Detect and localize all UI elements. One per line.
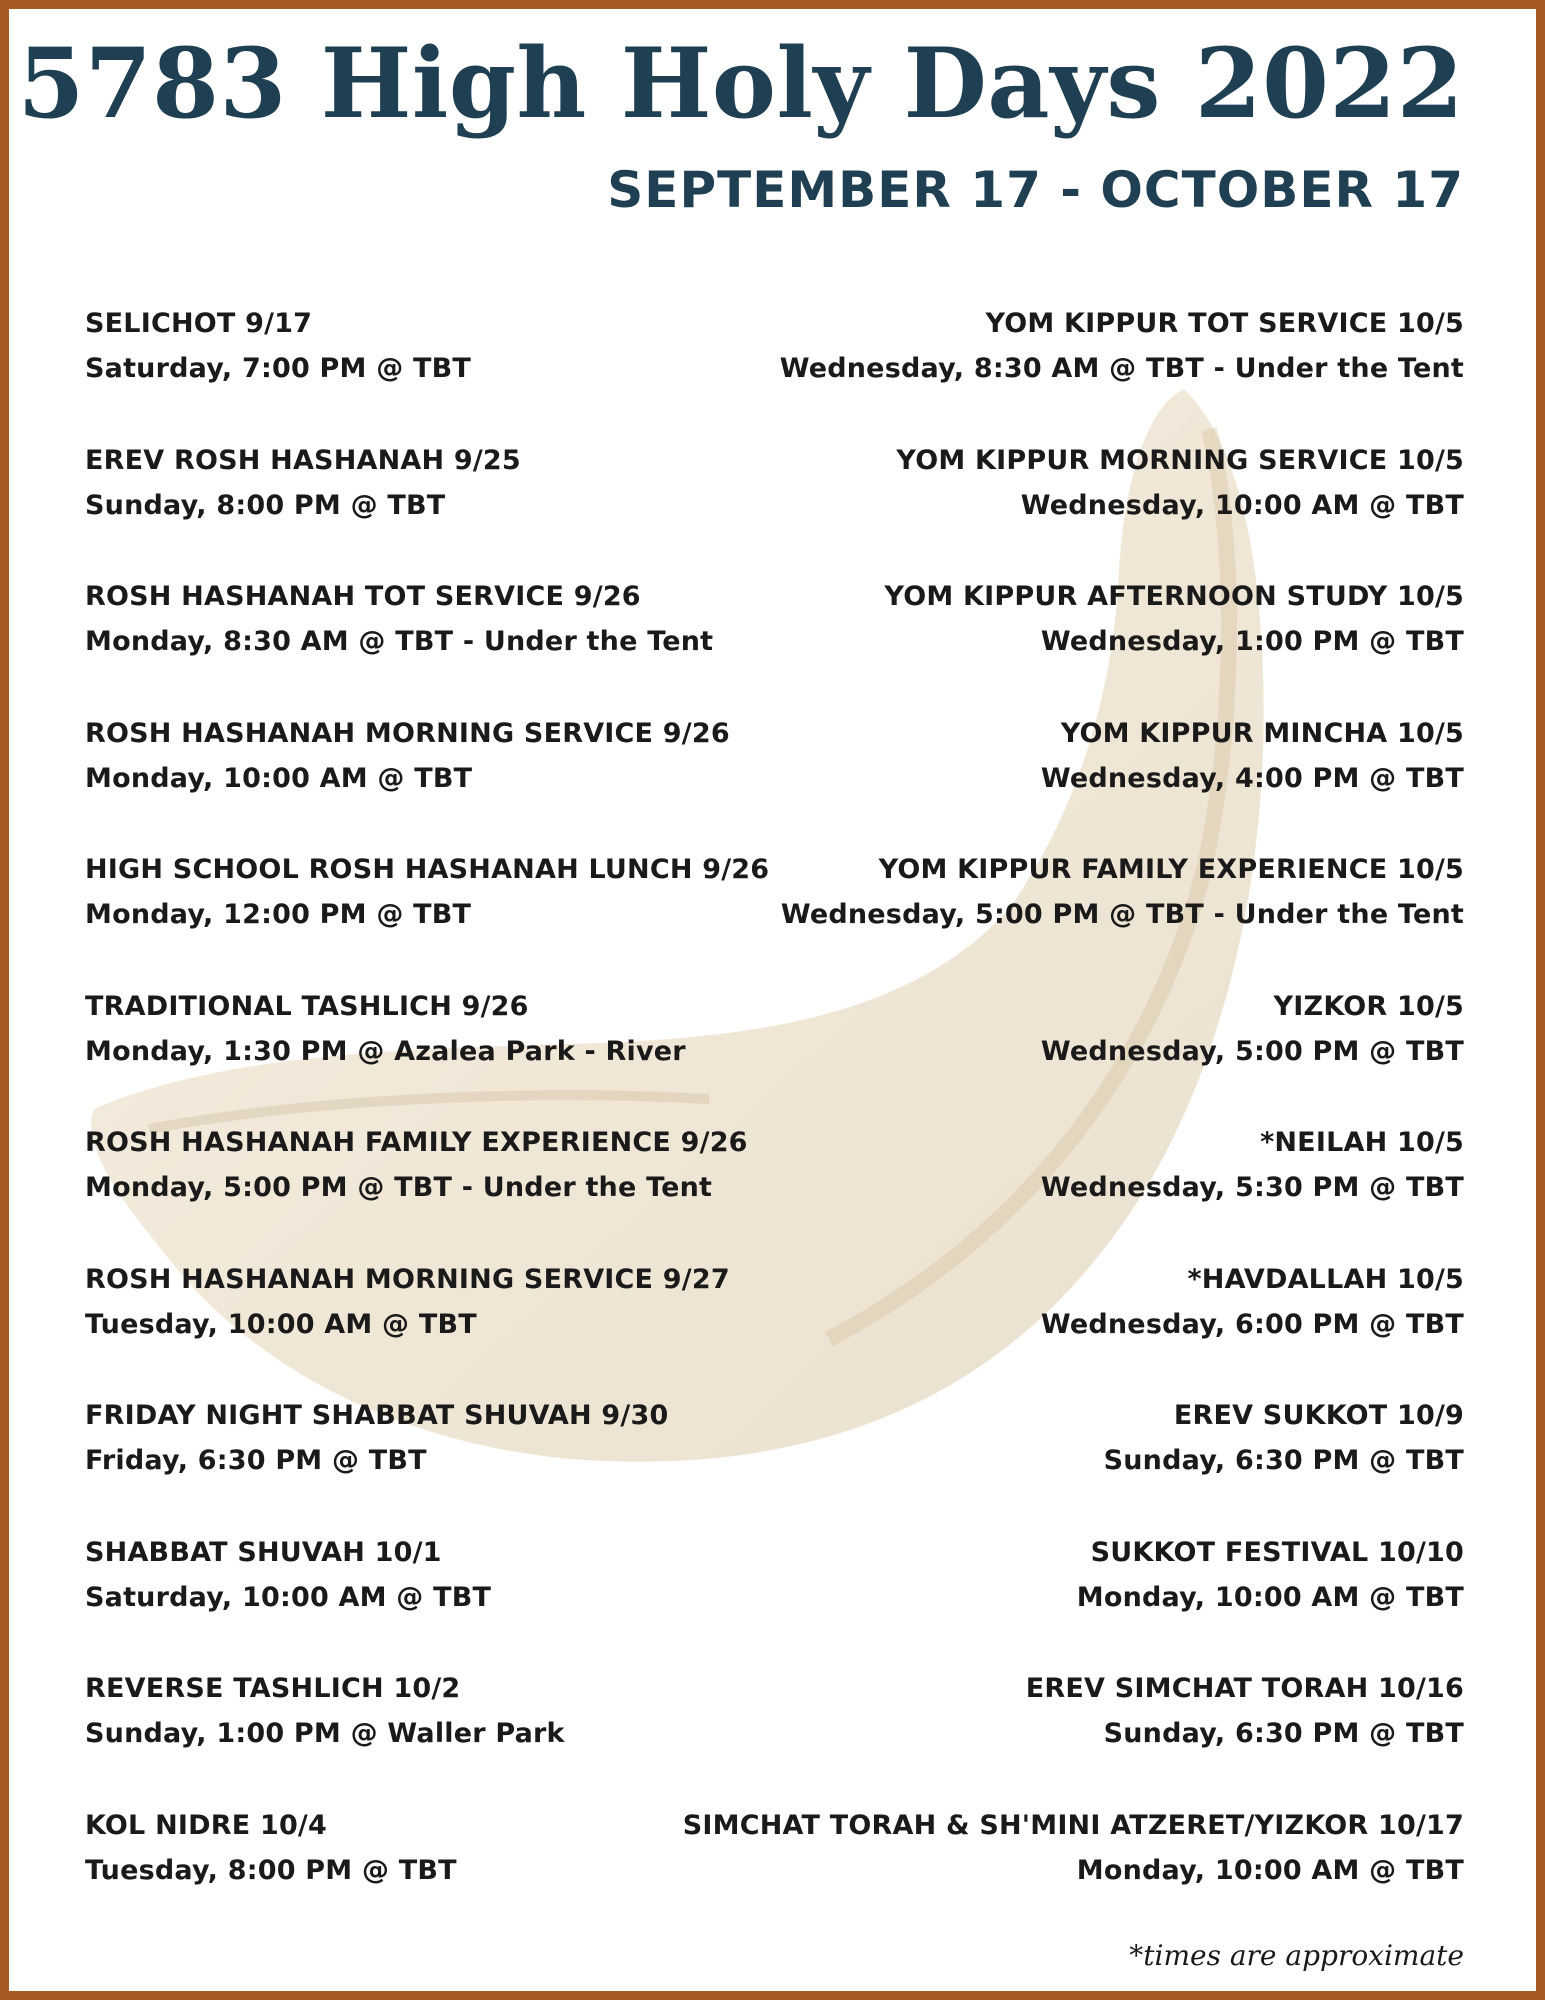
event-name: YOM KIPPUR FAMILY EXPERIENCE 10/5 [878,854,1464,885]
event-item [683,438,1464,575]
event-item [85,711,769,848]
event-time: Friday, 6:30 PM @ TBT [85,1445,427,1476]
event-time: Saturday, 10:00 AM @ TBT [85,1581,492,1613]
event-name: YOM KIPPUR MINCHA 10/5 [1060,717,1464,749]
event-item [683,1393,1464,1530]
event-time: Wednesday, 5:30 PM @ TBT [1040,1172,1464,1203]
event-item [683,301,1464,438]
event-item [683,574,1464,711]
event-time: Monday, 1:30 PM @ Azalea Park - River [85,1035,686,1067]
event-item [683,1257,1464,1394]
event-name: REVERSE TASHLICH 10/2 [85,1673,461,1704]
event-name: ROSH HASHANAH MORNING SERVICE 9/26 [85,717,730,749]
event-item [85,1393,769,1530]
event-item [683,711,1464,848]
event-time: Saturday, 7:00 PM @ TBT [85,353,472,384]
event-time: Monday, 10:00 AM @ TBT [1076,1854,1464,1886]
event-name: KOL NIDRE 10/4 [85,1809,327,1841]
event-item [85,574,769,711]
event-name: HIGH SCHOOL ROSH HASHANAH LUNCH 9/26 [85,854,770,885]
event-item [683,1666,1464,1803]
event-name: SHABBAT SHUVAH 10/1 [85,1536,442,1568]
event-item [683,1120,1464,1257]
event-name: ROSH HASHANAH TOT SERVICE 9/26 [85,581,641,612]
event-item [85,301,769,438]
event-name: YIZKOR 10/5 [1273,990,1464,1022]
event-time: Wednesday, 5:00 PM @ TBT - Under the Tent [780,899,1464,930]
event-name: SUKKOT FESTIVAL 10/10 [1090,1536,1464,1568]
event-name: EREV SIMCHAT TORAH 10/16 [1025,1673,1464,1704]
event-name: YOM KIPPUR AFTERNOON STUDY 10/5 [884,581,1464,612]
event-item [85,1803,769,1940]
event-item [85,438,769,575]
event-name: EREV SUKKOT 10/9 [1173,1400,1464,1431]
event-item [85,1257,769,1394]
event-time: Wednesday, 5:00 PM @ TBT [1040,1035,1464,1067]
event-time: Monday, 8:30 AM @ TBT - Under the Tent [85,626,714,657]
event-item [683,1530,1464,1667]
left-event-column [85,301,769,1939]
event-name: TRADITIONAL TASHLICH 9/26 [85,990,529,1022]
event-name: YOM KIPPUR MORNING SERVICE 10/5 [896,444,1464,476]
event-time: Wednesday, 10:00 AM @ TBT [1020,489,1464,521]
event-time: Sunday, 1:00 PM @ Waller Park [85,1718,565,1749]
event-name: ROSH HASHANAH MORNING SERVICE 9/27 [85,1263,730,1295]
event-name: YOM KIPPUR TOT SERVICE 10/5 [985,308,1464,339]
event-item [85,1530,769,1667]
event-name: *HAVDALLAH 10/5 [1187,1263,1464,1295]
event-time: Monday, 5:00 PM @ TBT - Under the Tent [85,1172,713,1203]
page-title: 5783 High Holy Days 2022 [17,27,1464,140]
event-time: Wednesday, 6:00 PM @ TBT [1040,1308,1464,1340]
event-time: Wednesday, 1:00 PM @ TBT [1040,626,1464,657]
event-item [85,1120,769,1257]
event-time: Sunday, 6:30 PM @ TBT [1103,1718,1464,1749]
event-name: SIMCHAT TORAH & SH'MINI ATZERET/YIZKOR 10/17 [682,1809,1464,1841]
approximate-times-note: *times are approximate [1129,1939,1464,1972]
event-time: Monday, 12:00 PM @ TBT [85,899,472,930]
event-item [683,1803,1464,1940]
event-time: Tuesday, 10:00 AM @ TBT [85,1308,477,1340]
event-item [85,1666,769,1803]
event-name: *NEILAH 10/5 [1260,1127,1464,1158]
event-item [683,847,1464,984]
event-name: FRIDAY NIGHT SHABBAT SHUVAH 9/30 [85,1400,669,1431]
event-time: Tuesday, 8:00 PM @ TBT [85,1854,457,1886]
event-item [85,847,769,984]
event-item [683,984,1464,1121]
event-name: SELICHOT 9/17 [85,308,313,339]
event-name: EREV ROSH HASHANAH 9/25 [85,444,521,476]
event-name: ROSH HASHANAH FAMILY EXPERIENCE 9/26 [85,1127,748,1158]
event-time: Wednesday, 8:30 AM @ TBT - Under the Tent [779,353,1464,384]
right-event-column [683,301,1464,1939]
event-time: Sunday, 6:30 PM @ TBT [1103,1445,1464,1476]
event-time: Monday, 10:00 AM @ TBT [85,762,473,794]
event-item [85,984,769,1121]
event-time: Sunday, 8:00 PM @ TBT [85,489,446,521]
event-time: Wednesday, 4:00 PM @ TBT [1040,762,1464,794]
event-time: Monday, 10:00 AM @ TBT [1076,1581,1464,1613]
date-range-subtitle: SEPTEMBER 17 - OCTOBER 17 [607,161,1464,219]
